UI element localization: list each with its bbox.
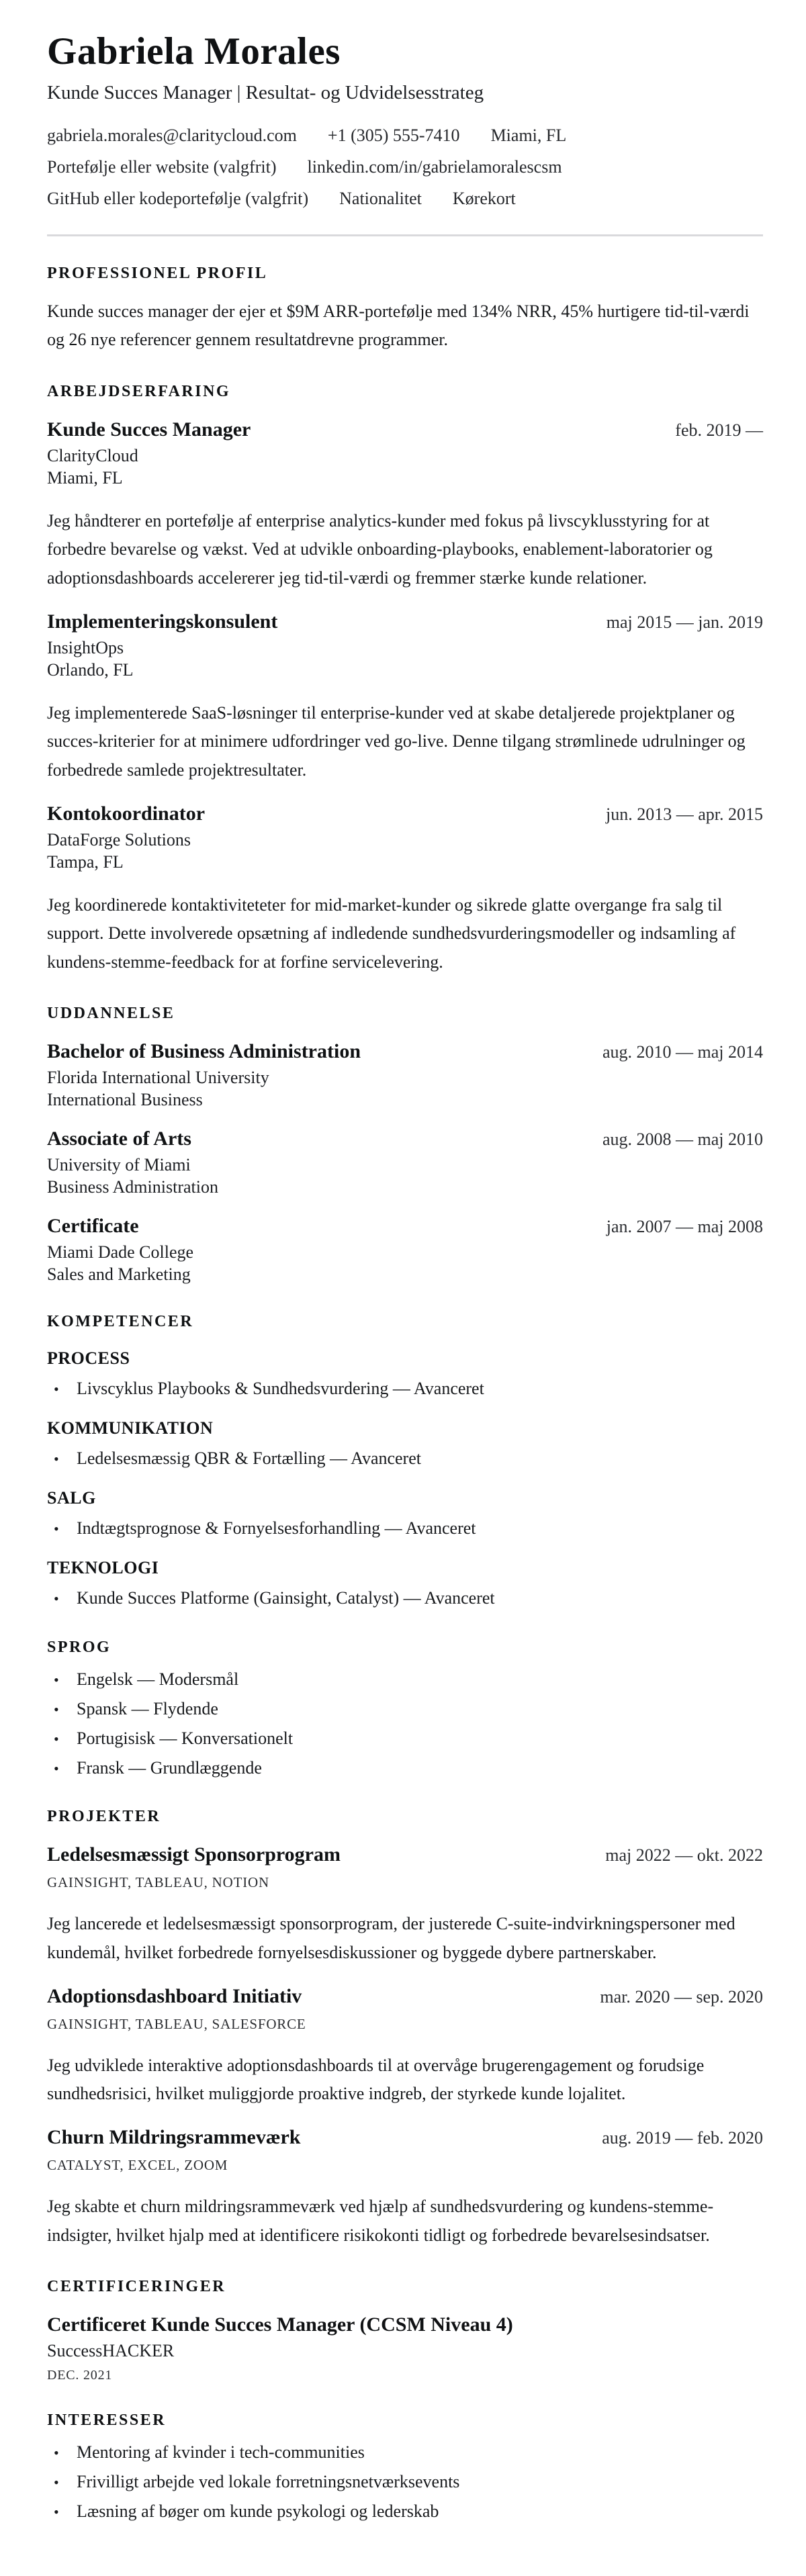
job-company: ClarityCloud [47,445,138,465]
education-entry [47,1128,763,1197]
job-entry [47,418,763,593]
education-entry [47,1215,763,1285]
language-item: • Fransk — Grundlæggende [47,1756,763,1780]
section-experience [47,383,763,977]
section-profile [47,265,763,355]
project-stack: GAINSIGHT, TABLEAU, SALESFORCE [47,2015,306,2032]
language-item: • Spansk — Flydende [47,1697,763,1721]
projects-heading: PROJEKTER [47,1808,161,1826]
project-dates: maj 2022 — okt. 2022 [605,1845,763,1866]
certification-date: DEC. 2021 [47,2368,113,2383]
project-stack: GAINSIGHT, TABLEAU, NOTION [47,1874,269,1891]
skill-group-name: PROCESS [47,1348,130,1369]
job-location: Miami, FL [47,467,123,488]
certification-title: Certificeret Kunde Succes Manager (CCSM Niveau 4) [47,2313,513,2336]
interests-heading: INTERESSER [47,2411,167,2430]
contact-github: GitHub eller kodeportefølje (valgfrit) [47,188,309,208]
header-divider [47,234,763,236]
section-languages [47,1639,763,1780]
project-description: Jeg lancerede et ledelsesmæssigt sponsorprogram, der justerede C-suite-indvirkningspersoner med kundemål, hvilket forbedrede fornyelsesdiskussioner og byggede dybere partnerskaber. [47,1914,735,1963]
section-projects [47,1808,763,2250]
contact-nationality: Nationalitet [339,188,422,208]
skill-group-name: SALG [47,1488,96,1508]
project-stack: CATALYST, EXCEL, ZOOM [47,2156,228,2173]
certifications-heading: CERTIFICERINGER [47,2278,226,2296]
language-item: • Engelsk — Modersmål [47,1667,763,1692]
contact-phone: +1 (305) 555-7410 [327,125,460,145]
job-description: Jeg implementerede SaaS-løsninger til enterprise-kunder ved at skabe detaljerede projektplaner og succes-kriterier for at minimere udfordringer ved go-live. Denne tilgang strømlinede udrulninger og forbedrede samlede projektresultater. [47,702,746,780]
project-entry [47,1985,763,2109]
job-description: Jeg koordinerede kontaktiviteteter for mid-market-kunder og sikrede glatte overgange fra salg til support. Dette involverede opsætning af indledende sundhedsvurderingsmodeller og indsamling af kundens-stemme-feedback for at forfine servicelevering. [47,894,736,972]
section-interests [47,2411,763,2524]
degree-title: Associate of Arts [47,1128,191,1150]
school-name: Miami Dade College [47,1242,194,1262]
skill-item: • Ledelsesmæssig QBR & Fortælling — Avanceret [47,1446,763,1471]
school-name: University of Miami [47,1155,191,1175]
job-title: Kunde Succes Manager [47,418,251,441]
profile-heading: PROFESSIONEL PROFIL [47,264,268,282]
contact-location: Miami, FL [490,125,567,145]
skills-heading: KOMPETENCER [47,1313,194,1331]
job-dates: feb. 2019 — [675,420,763,440]
field-of-study: Sales and Marketing [47,1264,191,1285]
skill-group-name: KOMMUNIKATION [47,1418,214,1438]
certification-entry [47,2313,763,2383]
degree-dates: aug. 2008 — maj 2010 [602,1130,763,1150]
section-skills [47,1313,763,1610]
job-location: Tampa, FL [47,852,124,872]
project-dates: mar. 2020 — sep. 2020 [600,1986,763,2007]
job-description: Jeg håndterer en portefølje af enterprise analytics-kunder med fokus på livscyklusstyring for at forbedre bevarelse og vækst. Ved at udvikle onboarding-playbooks, enablement-laboratorier og adoptionsdashboards accelererer jeg tid-til-værdi og fremmer stærke kunde relationer. [47,510,713,588]
interest-item: • Læsning af bøger om kunde psykologi og lederskab [47,2499,763,2524]
candidate-headline: Kunde Succes Manager | Resultat- og Udvidelsesstrateg [47,81,484,103]
certification-issuer: SuccessHACKER [47,2341,175,2361]
education-entry [47,1040,763,1110]
skill-group [47,1558,763,1610]
interest-item: • Frivilligt arbejde ved lokale forretningsnetværksevents [47,2470,763,2494]
project-dates: aug. 2019 — feb. 2020 [602,2127,763,2148]
school-name: Florida International University [47,1068,269,1088]
contact-portfolio: Portefølje eller website (valgfrit) [47,156,277,177]
contact-row-1 [47,126,763,146]
contact-row-2 [47,157,763,177]
contact-linkedin: linkedin.com/in/gabrielamoralescsm [307,156,562,177]
skill-item: • Indtægtsprognose & Fornyelsesforhandling — Avanceret [47,1516,763,1540]
candidate-name: Gabriela Morales [47,30,341,73]
education-heading: UDDANNELSE [47,1005,175,1023]
section-education [47,1005,763,1285]
contact-row-3 [47,189,763,209]
skill-item: • Kunde Succes Platforme (Gainsight, Catalyst) — Avanceret [47,1586,763,1610]
project-title: Adoptionsdashboard Initiativ [47,1984,302,2007]
job-entry [47,610,763,785]
job-company: DataForge Solutions [47,829,191,849]
job-title: Implementeringskonsulent [47,610,278,633]
skill-group [47,1348,763,1401]
project-description: Jeg udviklede interaktive adoptionsdashboards til at overvåge brugerengagement og forudsige sundhedsrisici, hvilket muliggjorde proaktive indgreb, der styrkede kunde lojalitet. [47,2055,705,2104]
field-of-study: International Business [47,1090,203,1110]
project-description: Jeg skabte et churn mildringsrammeværk ved hjælp af sundhedsvurdering og kundens-stemme-indsigter, hvilket hjalp med at identificere risikokonti tidligt og forbedrede bevarelsesindsatser. [47,2196,714,2245]
interest-item: • Mentoring af kvinder i tech-communities [47,2440,763,2465]
project-title: Ledelsesmæssigt Sponsorprogram [47,1843,341,1866]
contact-email: gabriela.morales@claritycloud.com [47,125,297,145]
job-company: InsightOps [47,637,124,657]
skill-group-name: TEKNOLOGI [47,1558,159,1578]
language-item: • Portugisisk — Konversationelt [47,1727,763,1751]
experience-heading: ARBEJDSERFARING [47,382,231,400]
skill-group [47,1418,763,1471]
job-dates: maj 2015 — jan. 2019 [606,612,763,632]
languages-heading: SPROG [47,1638,111,1656]
degree-dates: aug. 2010 — maj 2014 [602,1042,763,1062]
skill-item: • Livscyklus Playbooks & Sundhedsvurdering — Avanceret [47,1377,763,1401]
contact-drivers-license: Kørekort [452,188,516,208]
job-title: Kontokoordinator [47,802,206,825]
field-of-study: Business Administration [47,1177,218,1197]
skill-group [47,1488,763,1540]
section-certifications [47,2278,763,2383]
project-title: Churn Mildringsrammeværk [47,2125,301,2148]
project-entry [47,1843,763,1967]
job-entry [47,802,763,977]
degree-dates: jan. 2007 — maj 2008 [606,1217,763,1237]
project-entry [47,2126,763,2250]
job-dates: jun. 2013 — apr. 2015 [606,804,763,824]
profile-summary: Kunde succes manager der ejer et $9M ARR-portefølje med 134% NRR, 45% hurtigere tid-til-værdi og 26 nye referencer gennem resultatdrevne programmer. [47,301,750,350]
degree-title: Bachelor of Business Administration [47,1040,361,1063]
degree-title: Certificate [47,1215,139,1238]
job-location: Orlando, FL [47,659,134,680]
